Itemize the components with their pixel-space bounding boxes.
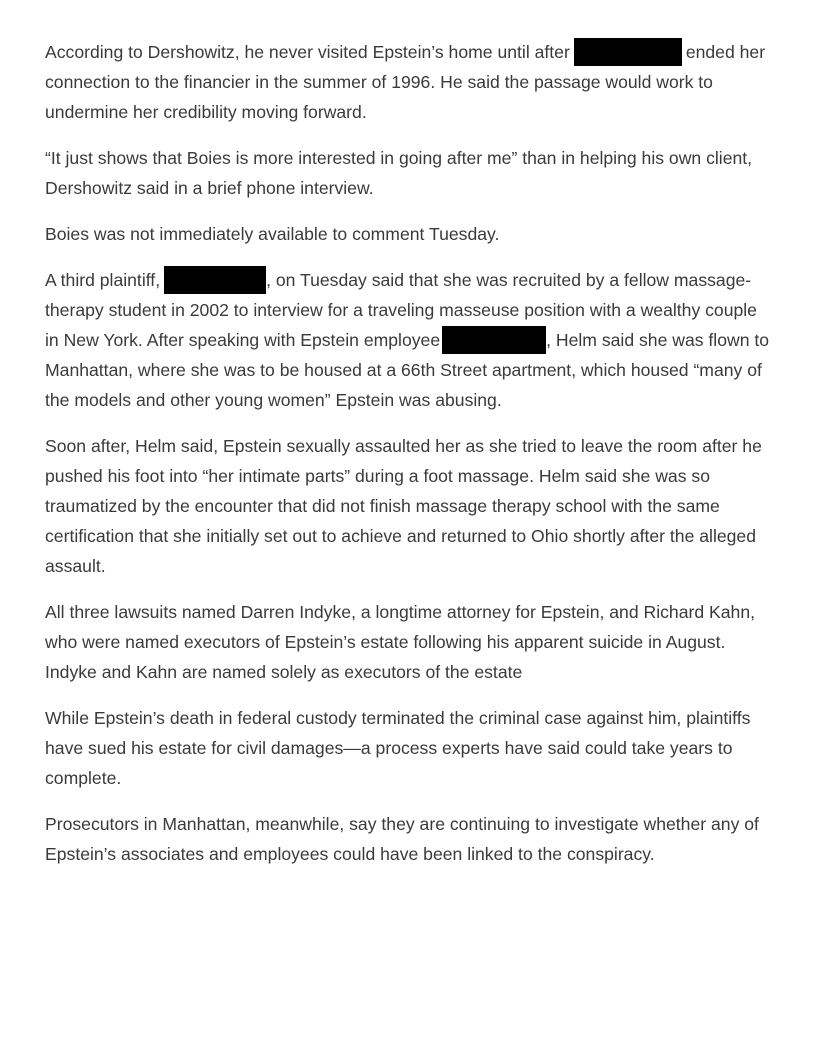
paragraph-dershowitz-quote: “It just shows that Boies is more interested in going after me” than in helping his own client, Dershowitz said in a brief phone interview. <box>45 148 753 198</box>
redaction-box <box>164 266 266 294</box>
paragraph-text: , on Tuesday said that she was recruited by a fellow massage-therapy student in 2002 to interview for a traveling masseuse position with a wealthy couple in New York. After speaking with Epstein employee <box>45 270 757 350</box>
paragraph-text: ended her connection to the financier in the summer of 1996. He said the passage would work to undermine her credibility moving forward. <box>45 42 766 122</box>
paragraph-prosecutors: Prosecutors in Manhattan, meanwhile, say they are continuing to investigate whether any of Epstein’s associates and employees could have been linked to the conspiracy. <box>45 814 759 864</box>
paragraph-third-plaintiff <box>45 265 775 415</box>
redaction-box <box>574 38 682 66</box>
redaction-box <box>442 326 546 354</box>
paragraph-civil-damages: While Epstein’s death in federal custody terminated the criminal case against him, plaintiffs have sued his estate for civil damages—a process experts have said could take years to complete. <box>45 708 751 788</box>
paragraph-dershowitz-visit <box>45 37 775 127</box>
paragraph-text: According to Dershowitz, he never visited Epstein’s home until after <box>45 42 570 62</box>
paragraph-text: A third plaintiff, <box>45 270 161 290</box>
paragraph-boies-comment: Boies was not immediately available to comment Tuesday. <box>45 224 500 244</box>
article-body <box>45 37 775 885</box>
paragraph-lawsuits-executors: All three lawsuits named Darren Indyke, a longtime attorney for Epstein, and Richard Kahn, who were named executors of Epstein’s estate following his apparent suicide in August. Indyke and Kahn are named solely as executors of the estate <box>45 602 755 682</box>
paragraph-helm-assault: Soon after, Helm said, Epstein sexually assaulted her as she tried to leave the room after he pushed his foot into “her intimate parts” during a foot massage. Helm said she was so traumatized by the encounter that did not finish massage therapy school with the same certification that she initially set out to achieve and returned to Ohio shortly after the alleged assault. <box>45 436 762 576</box>
paragraph-text: , Helm said she was flown to Manhattan, where she was to be housed at a 66th Street apartment, which housed “many of the models and other young women” Epstein was abusing. <box>45 330 770 410</box>
